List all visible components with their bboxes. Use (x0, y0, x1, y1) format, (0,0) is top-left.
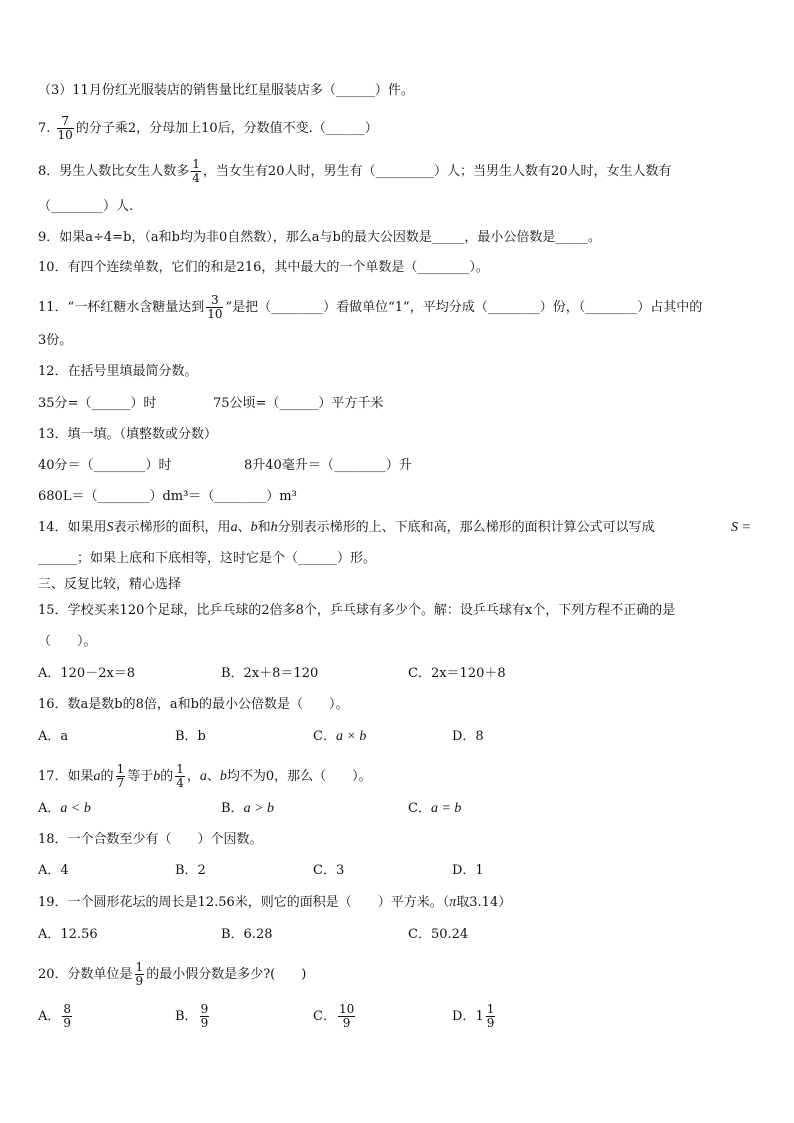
question-14: 14．如果用S表示梯形的面积，用a、b和h分别表示梯形的上、下底和高，那么梯形的面积计算公式可以写成 (38, 520, 655, 535)
question-12-a: 35分=（______）时 (38, 396, 157, 411)
option-d: D．1 (452, 863, 484, 878)
question-14-cont: ______；如果上底和下底相等，这时它是个（______）形。 (38, 551, 377, 566)
question-17: 17．如果a的 $\frac{1}{7}$ 等于b的 $\frac{1}{4}$ ，a、b均不为0，那么（ ）。 (38, 762, 372, 790)
option-d: D．8 (452, 729, 484, 744)
question-3-text: （3）11月份红光服装店的销售量比红星服装店多（______）件。 (38, 83, 414, 98)
question-12-title: 12．在括号里填最简分数。 (38, 364, 198, 379)
option-c: C．50.24 (408, 927, 469, 942)
option-b: B．2x＋8＝120 (221, 666, 319, 681)
question-10-text: 10．有四个连续单数，它们的和是216，其中最大的一个单数是（________）。 (38, 260, 489, 275)
question-15-text: 15．学校买来120个足球，比乒乓球的2倍多8个，乒乓球有多少个。解：设乒乓球有x个，下列方程不正确的是 (38, 603, 676, 618)
option-c: C．a = b (408, 801, 462, 816)
question-16-text: 16．数a是数b的8倍，a和b的最小公倍数是（ ）。 (38, 697, 349, 712)
option-c: C．2x＝120＋8 (408, 666, 506, 681)
question-13-a: 40分＝（________）时 (38, 458, 172, 473)
question-20: 20．分数单位是 $\frac{1}{9}$ 的最小假分数是多少?( ) (38, 960, 307, 988)
option-a: A．a (38, 729, 69, 744)
question-8: 8．男生人数比女生人数多 $\frac{1}{4}$ ，当女生有20人时，男生有（_________）人；当男生人数有20人时，女生人数有 (38, 157, 672, 185)
option-a: A．120－2x＝8 (38, 666, 136, 681)
fraction: $\frac{1}{4}$ (192, 157, 200, 185)
option-c: C．a × b (313, 729, 367, 744)
option-c: C． $\frac{10}{9}$ (313, 1002, 355, 1030)
option-b: B． $\frac{9}{9}$ (175, 1002, 209, 1030)
question-12-b: 75公顷=（______）平方千米 (213, 396, 384, 411)
fraction: $\frac{3}{10}$ (207, 293, 223, 321)
option-d: D．1 $\frac{1}{9}$ (452, 1002, 495, 1030)
fraction: $\frac{7}{10}$ (57, 114, 73, 142)
question-11-cont: 3份。 (38, 333, 73, 348)
option-b: B．6.28 (221, 927, 273, 942)
question-19: 19．一个圆形花坛的周长是12.56米，则它的面积是（ ）平方米。（π取3.14） (38, 895, 512, 910)
question-13-b: 8升40毫升＝（________）升 (244, 458, 412, 473)
question-7: 7. $\frac{7}{10}$ 的分子乘2，分母加上10后，分数值不变.（______） (38, 114, 378, 142)
fraction: $\frac{1}{9}$ (135, 960, 144, 988)
option-c: C．3 (313, 863, 345, 878)
formula-s-equals: S = (731, 520, 751, 535)
fraction: $\frac{1}{7}$ (116, 762, 125, 790)
question-13-c: 680L＝（________）dm³＝（________）m³ (38, 489, 297, 504)
option-b: B．2 (175, 863, 206, 878)
question-8-cont: （________）人. (38, 199, 134, 214)
option-a: A．4 (38, 863, 69, 878)
option-a: A． $\frac{8}{9}$ (38, 1002, 72, 1030)
question-15-blank: （ ）。 (38, 634, 97, 649)
option-b: B．b (175, 729, 206, 744)
question-11: 11．“一杯红糖水含糖量达到 $\frac{3}{10}$ ”是把（________）看做单位“1”，平均分成（________）份，（________）占其中的 (38, 293, 703, 321)
section-heading: 三、反复比较，精心选择 (38, 577, 182, 592)
option-a: A．12.56 (38, 927, 98, 942)
fraction: $\frac{1}{4}$ (176, 762, 184, 790)
option-b: B．a > b (221, 801, 275, 816)
question-18-text: 18．一个合数至少有（ ）个因数。 (38, 832, 263, 847)
question-9-text: 9．如果a÷4=b，（a和b均为非0自然数），那么a与b的最大公因数是_____，最小公倍数是_____。 (38, 230, 601, 245)
question-13-title: 13．填一填。（填整数或分数） (38, 427, 218, 442)
option-a: A．a < b (38, 801, 91, 816)
